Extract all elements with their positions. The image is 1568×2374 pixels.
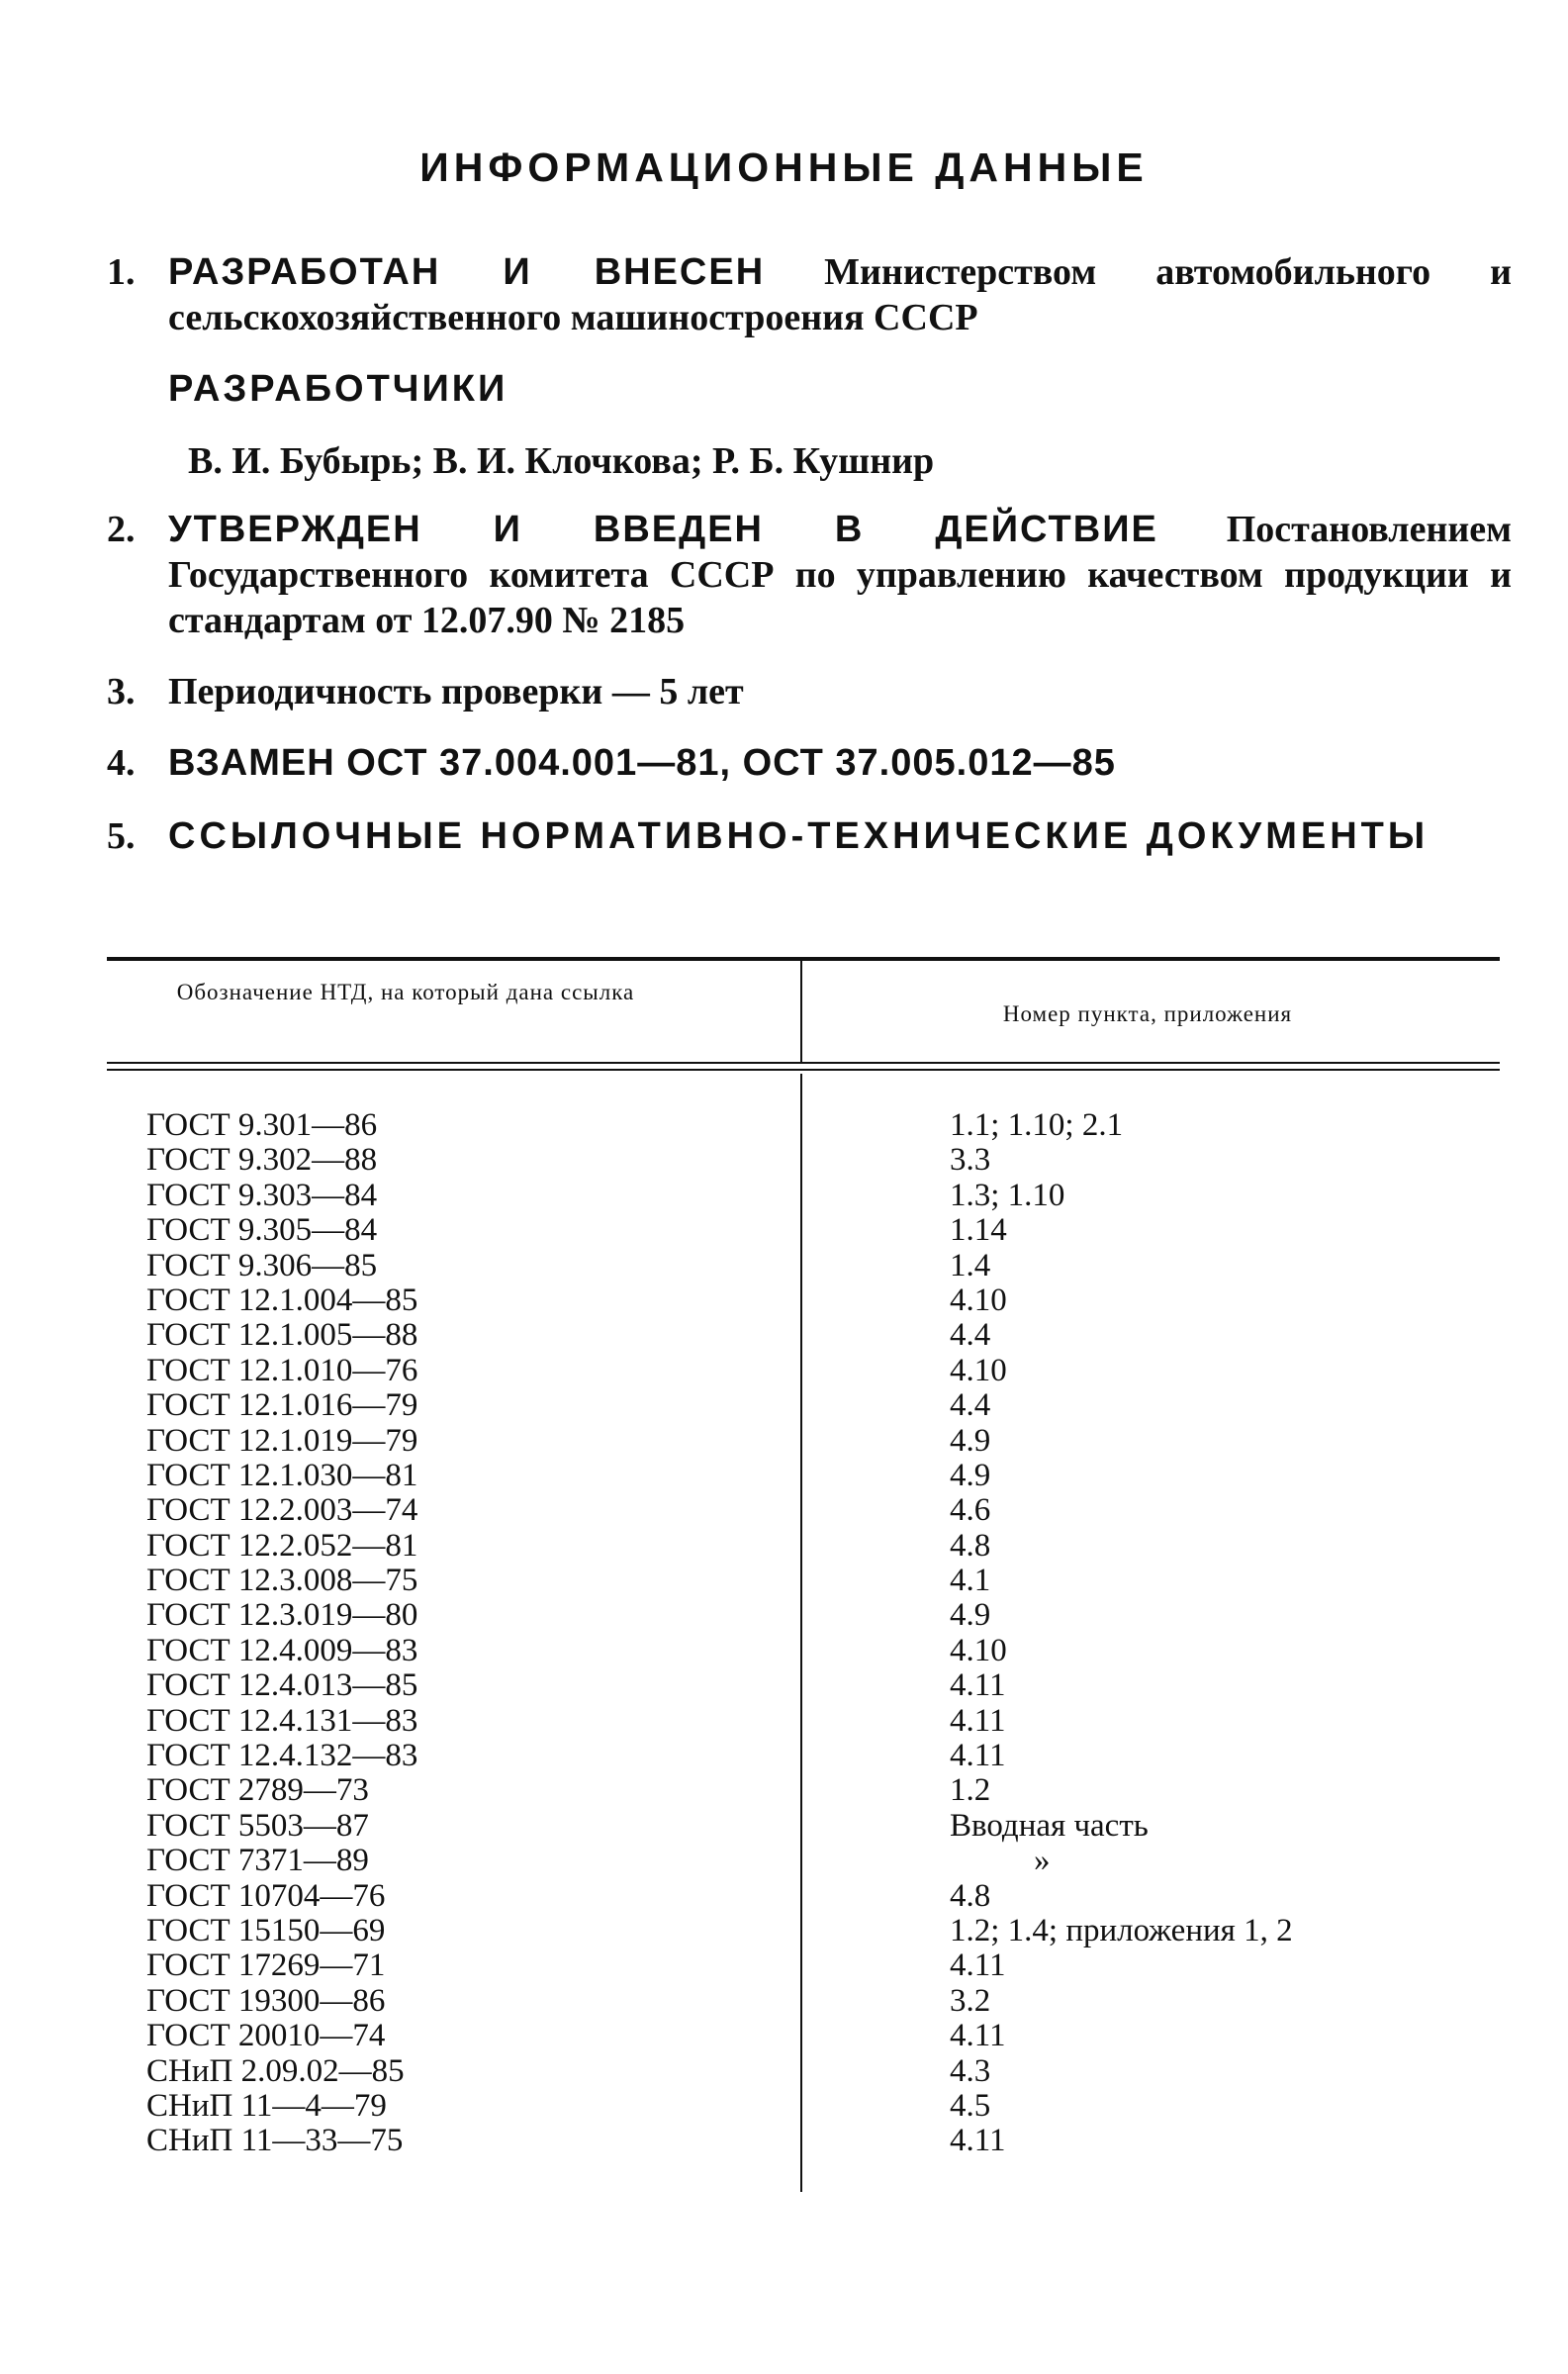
clause-number: 4.11: [950, 2123, 1006, 2159]
table-row: [0, 1143, 1568, 1178]
ntd-designation: ГОСТ 12.2.003—74: [146, 1492, 418, 1529]
table-row: [0, 1914, 1568, 1948]
info-item-3: [107, 669, 1512, 714]
clause-number: Вводная часть: [950, 1807, 1149, 1844]
clause-number: 4.8: [950, 1527, 991, 1564]
ntd-designation: ГОСТ 19300—86: [146, 1982, 386, 2019]
info-item-1: [107, 249, 1512, 340]
table-top-rule: [107, 957, 1500, 961]
item-number: 4.: [107, 742, 136, 784]
table-row: [0, 1739, 1568, 1773]
ntd-designation: СНиП 2.09.02—85: [146, 2052, 405, 2089]
clause-number: 3.3: [950, 1142, 991, 1179]
table-row: [0, 1809, 1568, 1844]
table-row: [0, 1493, 1568, 1528]
ntd-designation: ГОСТ 15150—69: [146, 1912, 386, 1948]
ntd-designation: ГОСТ 12.4.131—83: [146, 1702, 418, 1739]
table-row: [0, 1984, 1568, 2019]
table-row: [0, 1773, 1568, 1808]
ntd-designation: ГОСТ 9.302—88: [146, 1142, 378, 1179]
ntd-designation: ГОСТ 12.4.132—83: [146, 1738, 418, 1774]
ntd-designation: ГОСТ 17269—71: [146, 1947, 386, 1984]
table-row: [0, 1459, 1568, 1493]
item-number: 3.: [107, 671, 136, 712]
item-text: Периодичность проверки — 5 лет: [168, 671, 744, 712]
table-row: [0, 1354, 1568, 1388]
ntd-designation: ГОСТ 7371—89: [146, 1843, 369, 1879]
clause-number: 4.3: [950, 2052, 991, 2089]
clause-number: 3.2: [950, 1982, 991, 2019]
clause-number: 1.3; 1.10: [950, 1177, 1065, 1213]
clause-number: 4.5: [950, 2087, 991, 2124]
clause-number: 4.9: [950, 1457, 991, 1493]
ntd-designation: ГОСТ 12.4.013—85: [146, 1667, 418, 1704]
clause-number: 1.1; 1.10; 2.1: [950, 1107, 1124, 1143]
item-lead: ССЫЛОЧНЫЕ НОРМАТИВНО-ТЕХНИЧЕСКИЕ ДОКУМЕНТЫ: [168, 815, 1430, 857]
clause-number: 4.9: [950, 1422, 991, 1459]
ntd-designation: ГОСТ 12.3.008—75: [146, 1563, 418, 1599]
table-row: [0, 2124, 1568, 2158]
table-header-rule-2: [107, 1069, 1500, 1071]
ntd-designation: ГОСТ 12.2.052—81: [146, 1527, 418, 1564]
table-header-divider: [800, 961, 802, 1064]
clause-number: 4.11: [950, 1738, 1006, 1774]
ntd-designation: ГОСТ 12.1.005—88: [146, 1317, 418, 1354]
ntd-designation: ГОСТ 12.1.030—81: [146, 1457, 418, 1493]
clause-number: 1.2: [950, 1772, 991, 1809]
ntd-designation: СНиП 11—33—75: [146, 2123, 404, 2159]
developers-names: В. И. Бубырь; В. И. Клочкова; Р. Б. Кушнир: [188, 440, 935, 482]
item-body: [168, 669, 1512, 714]
ntd-designation: ГОСТ 9.305—84: [146, 1212, 378, 1249]
table-row: [0, 2054, 1568, 2089]
ntd-designation: ГОСТ 12.1.004—85: [146, 1282, 418, 1318]
table-header-rule-1: [107, 1062, 1500, 1064]
info-item-4: [107, 740, 1512, 786]
clause-number: 4.4: [950, 1317, 991, 1354]
developers-heading: РАЗРАБОТЧИКИ: [168, 368, 508, 410]
clause-number: 1.2; 1.4; приложения 1, 2: [950, 1912, 1293, 1948]
ntd-designation: ГОСТ 9.306—85: [146, 1247, 378, 1283]
clause-number: 4.11: [950, 1702, 1006, 1739]
clause-number: 4.11: [950, 1667, 1006, 1704]
clause-number: 4.10: [950, 1282, 1007, 1318]
table-row: [0, 2019, 1568, 2053]
item-text: Постановлением Государственного комитета СССР по управлению качеством продукции и стандартам от 12.07.90 № 2185: [168, 509, 1512, 641]
info-item-2: [107, 507, 1512, 643]
info-item-5: [107, 813, 1492, 859]
table-row: [0, 1388, 1568, 1423]
table-row: [0, 1529, 1568, 1564]
table-row: [0, 1283, 1568, 1318]
table-row: [0, 1879, 1568, 1914]
ntd-designation: ГОСТ 12.1.019—79: [146, 1422, 418, 1459]
clause-number: 4.1: [950, 1563, 991, 1599]
ntd-designation: ГОСТ 9.301—86: [146, 1107, 378, 1143]
clause-number: 4.4: [950, 1387, 991, 1424]
clause-number: 1.4: [950, 1247, 991, 1283]
ntd-designation: ГОСТ 5503—87: [146, 1807, 369, 1844]
item-lead: ВЗАМЕН ОСТ 37.004.001—81, ОСТ 37.005.012—85: [168, 742, 1116, 784]
item-lead: РАЗРАБОТАН И ВНЕСЕН: [168, 251, 766, 293]
clause-number: 4.6: [950, 1492, 991, 1529]
clause-number: 4.11: [950, 2018, 1006, 2054]
ntd-designation: ГОСТ 9.303—84: [146, 1177, 378, 1213]
table-row: [0, 1844, 1568, 1878]
ntd-designation: ГОСТ 2789—73: [146, 1772, 369, 1809]
table-row: [0, 1948, 1568, 1983]
column-header-clause: Номер пункта, приложения: [1002, 1001, 1293, 1026]
column-header-designation: Обозначение НТД, на который дана ссылка: [176, 980, 635, 1004]
table-row: [0, 1634, 1568, 1668]
clause-number: 4.11: [950, 1947, 1006, 1984]
clause-number: 4.10: [950, 1632, 1007, 1668]
ntd-designation: ГОСТ 20010—74: [146, 2018, 386, 2054]
clause-number: 4.10: [950, 1352, 1007, 1388]
table-row: [0, 1598, 1568, 1633]
table-row: [0, 2089, 1568, 2124]
table-row: [0, 1424, 1568, 1459]
table-row: [0, 1179, 1568, 1213]
table-row: [0, 1108, 1568, 1143]
ntd-designation: ГОСТ 12.1.010—76: [146, 1352, 418, 1388]
table-row: [0, 1668, 1568, 1703]
ntd-designation: ГОСТ 10704—76: [146, 1877, 386, 1914]
item-number: 5.: [107, 815, 136, 857]
item-body: [168, 813, 1492, 859]
ntd-designation: ГОСТ 12.3.019—80: [146, 1597, 418, 1634]
clause-number: 1.14: [950, 1212, 1007, 1249]
clause-number: 4.9: [950, 1597, 991, 1634]
item-lead: УТВЕРЖДЕН И ВВЕДЕН В ДЕЙСТВИЕ: [168, 509, 1158, 550]
item-text: Министерством автомобильного и сельскохозяйственного машиностроения СССР: [168, 251, 1513, 338]
page-title: ИНФОРМАЦИОННЫЕ ДАННЫЕ: [419, 144, 1149, 190]
ntd-designation: ГОСТ 12.4.009—83: [146, 1632, 418, 1668]
item-number: 1.: [107, 251, 136, 293]
table-body: [0, 1108, 1568, 2159]
item-number: 2.: [107, 509, 136, 550]
ntd-designation: ГОСТ 12.1.016—79: [146, 1387, 418, 1424]
table-row: [0, 1318, 1568, 1353]
item-body: [168, 249, 1512, 340]
table-row: [0, 1249, 1568, 1283]
table-row: [0, 1564, 1568, 1598]
ntd-designation: СНиП 11—4—79: [146, 2087, 387, 2124]
table-row: [0, 1213, 1568, 1248]
item-body: [168, 507, 1512, 643]
clause-number: 4.8: [950, 1877, 991, 1914]
item-body: [168, 740, 1512, 786]
table-row: [0, 1704, 1568, 1739]
clause-number: »: [1034, 1843, 1051, 1879]
